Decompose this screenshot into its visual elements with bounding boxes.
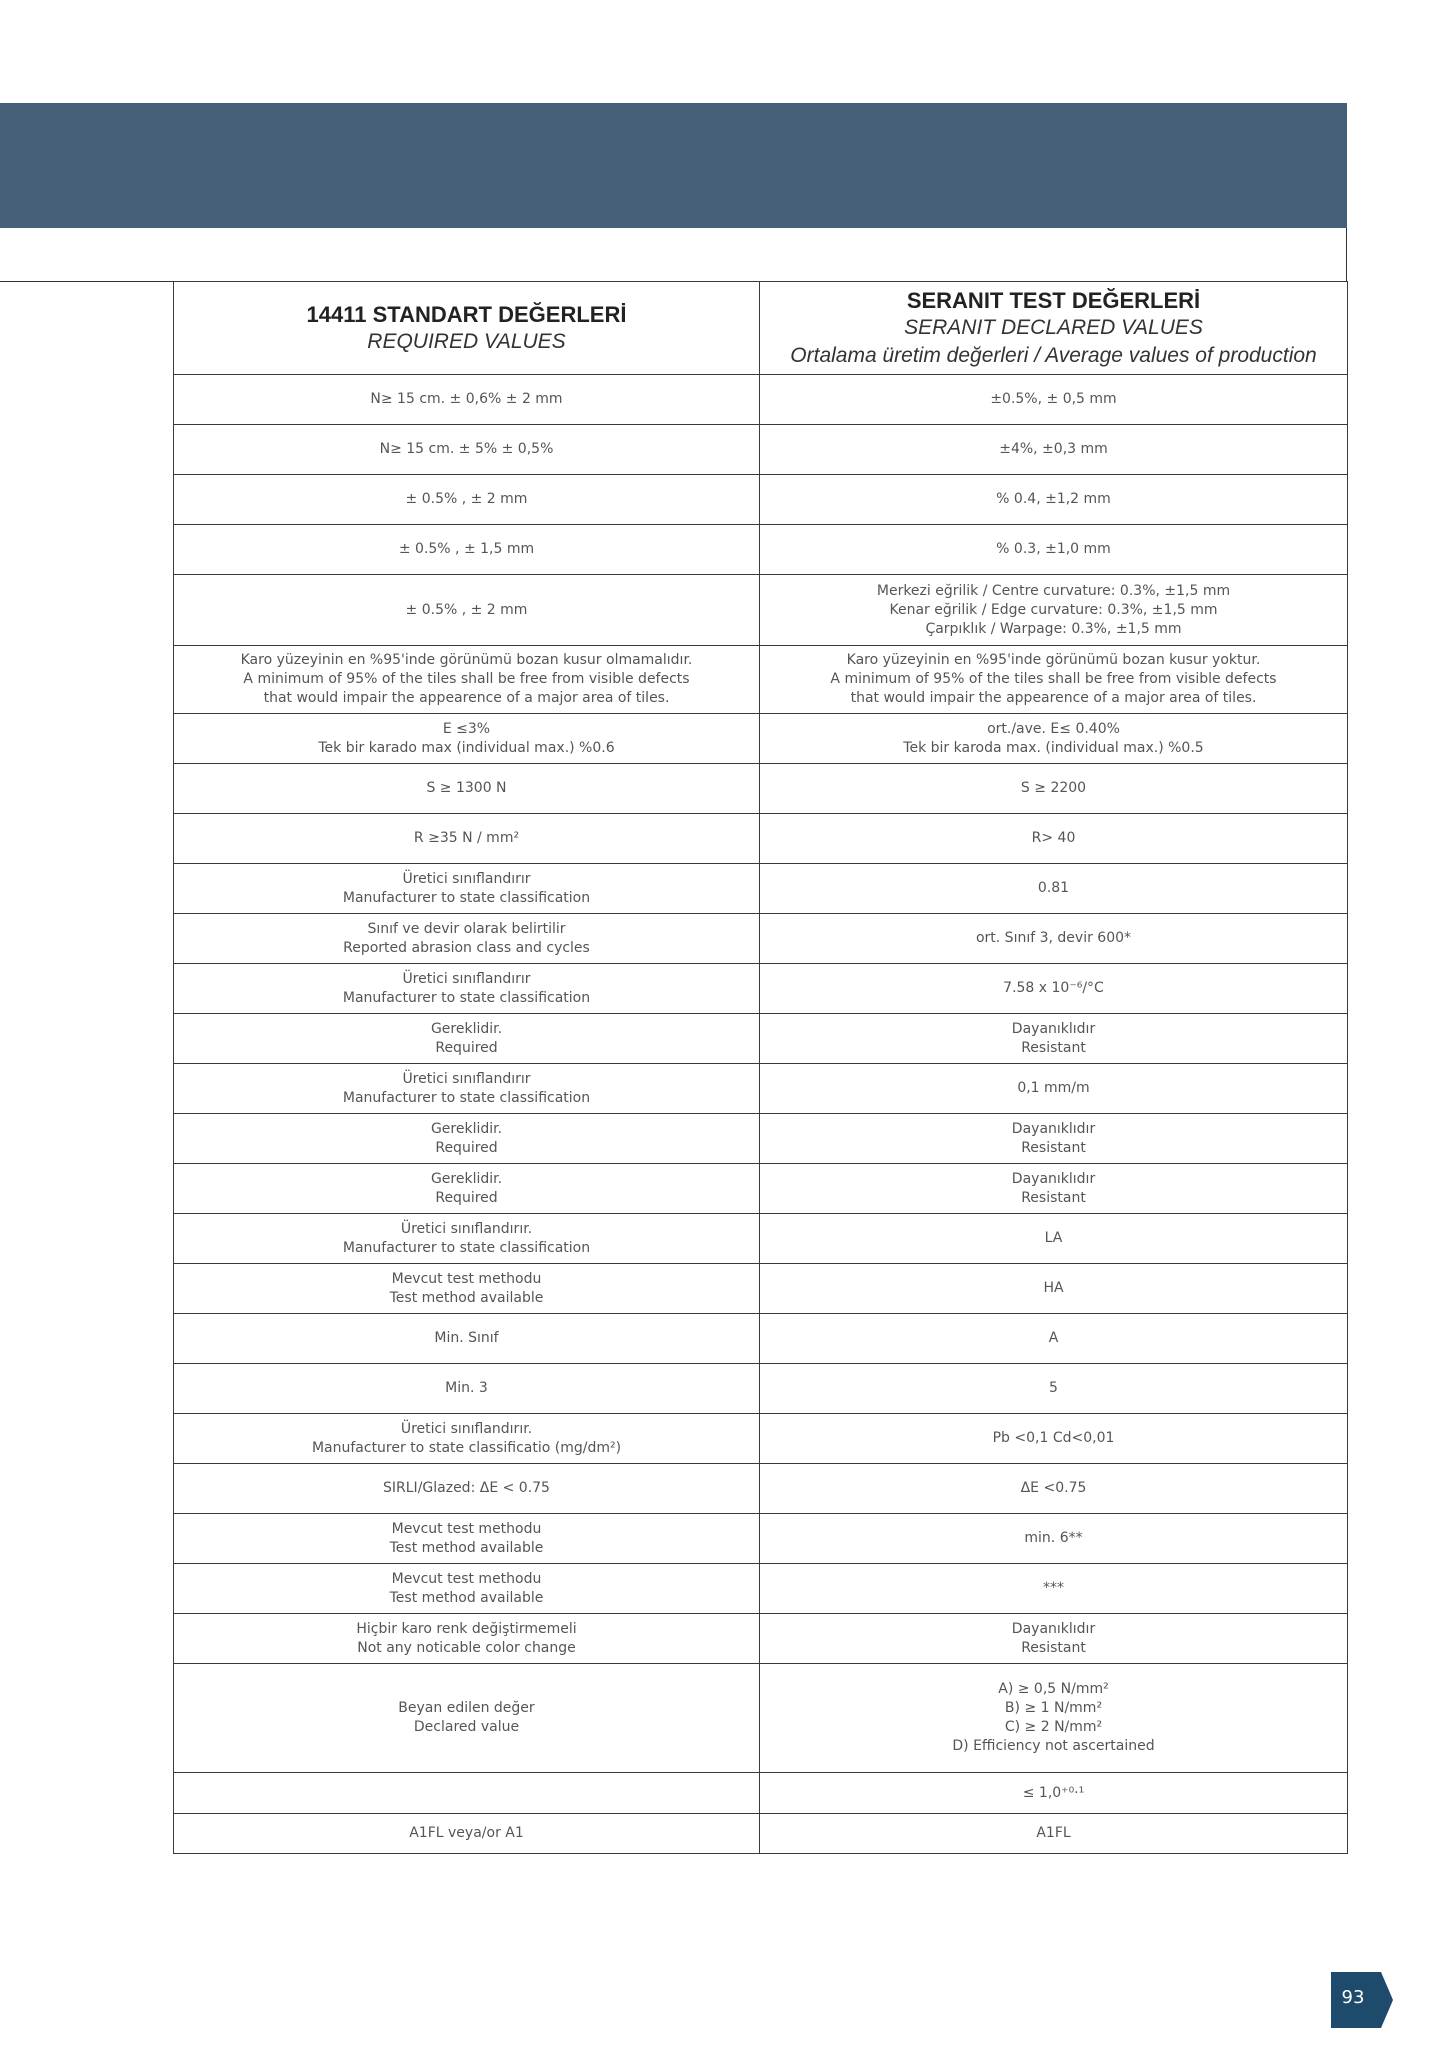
required-value-cell [174, 1314, 760, 1364]
cell-line: 0.81 [1037, 880, 1070, 896]
table-row [174, 1164, 1348, 1214]
declared-value-cell [760, 1664, 1348, 1773]
required-value-cell [174, 914, 760, 964]
cell-line: 5 [1049, 1380, 1058, 1396]
declared-value-cell [760, 1464, 1348, 1514]
cell-line: N≥ 15 cm. ± 0,6% ± 2 mm [370, 391, 563, 407]
cell-line: ort./ave. E≤ 0.40% [987, 720, 1120, 737]
cell-line: % 0.3, ±1,0 mm [996, 541, 1111, 557]
table-row [174, 764, 1348, 814]
required-value-cell [174, 425, 760, 475]
table-row [174, 1514, 1348, 1564]
required-value-cell [174, 575, 760, 646]
cell-line: Dayanıklıdır [1011, 1620, 1096, 1637]
cell-line: A minimum of 95% of the tiles shall be free from visible defects [830, 671, 1277, 687]
table-row [174, 814, 1348, 864]
cell-line: Üretici sınıflandırır [402, 870, 531, 887]
declared-value-cell [760, 1514, 1348, 1564]
cell-line: Test method available [389, 1289, 544, 1306]
declared-value-cell [760, 1214, 1348, 1264]
cell-line: C) ≥ 2 N/mm² [1004, 1719, 1103, 1735]
cell-line: A [1048, 1330, 1059, 1346]
declared-values-title: SERANIT TEST DEĞERLERİ [906, 287, 1201, 313]
declared-value-cell [760, 575, 1348, 646]
required-value-cell [174, 1464, 760, 1514]
declared-values-subtitle-2: Ortalama üretim değerleri / Average values of production [790, 343, 1317, 367]
cell-line: Gereklidir. [430, 1120, 503, 1137]
cell-line: Resistant [1021, 1639, 1086, 1656]
declared-value-cell [760, 914, 1348, 964]
cell-line: R> 40 [1031, 830, 1076, 846]
cell-line: A1FL [1036, 1825, 1071, 1841]
cell-line: that would impair the appearence of a major area of tiles. [263, 690, 670, 706]
cell-line: Hiçbir karo renk değiştirmemeli [356, 1620, 577, 1637]
table-row [174, 475, 1348, 525]
cell-line: ±0.5%, ± 0,5 mm [990, 391, 1117, 407]
required-value-cell [174, 1214, 760, 1264]
table-row [174, 1664, 1348, 1773]
cell-line: Karo yüzeyinin en %95'inde görünümü bozan kusur olmamalıdır. [240, 652, 693, 668]
cell-line: Manufacturer to state classification [342, 1089, 591, 1106]
table-header-row [174, 282, 1348, 375]
declared-value-cell [760, 1164, 1348, 1214]
cell-line: Reported abrasion class and cycles [343, 939, 590, 956]
cell-line: Required [435, 1189, 498, 1206]
required-value-cell [174, 1064, 760, 1114]
cell-line: Dayanıklıdır [1011, 1170, 1096, 1187]
cell-line: ± 0.5% , ± 2 mm [405, 601, 528, 618]
required-value-cell [174, 1364, 760, 1414]
table-row [174, 646, 1348, 714]
table-row [174, 1564, 1348, 1614]
declared-value-cell [760, 764, 1348, 814]
cell-line: % 0.4, ±1,2 mm [996, 491, 1111, 507]
table-row [174, 864, 1348, 914]
cell-line: *** [1043, 1580, 1064, 1596]
declared-value-cell [760, 814, 1348, 864]
declared-value-cell [760, 1614, 1348, 1664]
required-value-cell [174, 1414, 760, 1464]
cell-line: Üretici sınıflandırır [402, 1070, 531, 1087]
cell-line: Üretici sınıflandırır. [400, 1420, 533, 1437]
required-value-cell [174, 1564, 760, 1614]
cell-line: A minimum of 95% of the tiles shall be free from visible defects [243, 671, 690, 687]
cell-line: ΔE <0.75 [1020, 1480, 1087, 1496]
required-value-cell [174, 964, 760, 1014]
cell-line: Test method available [389, 1539, 544, 1556]
table-row [174, 714, 1348, 764]
cell-line: Manufacturer to state classification [342, 1239, 591, 1256]
cell-line: Min. Sınıf [434, 1330, 499, 1346]
required-values-subtitle: REQUIRED VALUES [367, 329, 566, 353]
required-value-cell [174, 814, 760, 864]
required-values-title: 14411 STANDART DEĞERLERİ [306, 301, 627, 327]
required-value-cell [174, 1164, 760, 1214]
table-row [174, 1414, 1348, 1464]
declared-value-cell [760, 964, 1348, 1014]
cell-line: D) Efficiency not ascertained [952, 1738, 1155, 1754]
cell-line: E ≤3% [442, 720, 491, 737]
required-value-cell [174, 525, 760, 575]
cell-line: Çarpıklık / Warpage: 0.3%, ±1,5 mm [925, 620, 1182, 637]
cell-line: 0,1 mm/m [1017, 1080, 1090, 1096]
cell-line: 7.58 x 10⁻⁶/°C [1003, 980, 1104, 996]
required-value-cell [174, 1814, 760, 1854]
declared-value-cell [760, 1564, 1348, 1614]
table-row [174, 375, 1348, 425]
cell-line: ±4%, ±0,3 mm [999, 441, 1108, 457]
required-value-cell [174, 646, 760, 714]
cell-line: Not any noticable color change [357, 1639, 576, 1656]
declared-value-cell [760, 1114, 1348, 1164]
cell-line: Sınıf ve devir olarak belirtilir [367, 920, 566, 937]
cell-line: that would impair the appearence of a major area of tiles. [850, 690, 1257, 706]
table-row [174, 914, 1348, 964]
cell-line: Merkezi eğrilik / Centre curvature: 0.3%, ±1,5 mm [876, 582, 1231, 599]
cell-line: Gereklidir. [430, 1020, 503, 1037]
cell-line: Gereklidir. [430, 1170, 503, 1187]
cell-line: S ≥ 1300 N [426, 780, 507, 796]
cell-line: Tek bir karado max (individual max.) %0.6 [318, 739, 615, 756]
cell-line: ± 0.5% , ± 1,5 mm [398, 541, 535, 557]
declared-value-cell [760, 525, 1348, 575]
specification-table [173, 281, 1348, 1854]
cell-line: ± 0.5% , ± 2 mm [405, 491, 528, 507]
required-value-cell [174, 864, 760, 914]
cell-line: Tek bir karoda max. (individual max.) %0.5 [903, 739, 1204, 756]
cell-line: SIRLI/Glazed: ΔE < 0.75 [383, 1480, 550, 1496]
declared-value-cell [760, 375, 1348, 425]
table-row [174, 1214, 1348, 1264]
table-row [174, 964, 1348, 1014]
table-row [174, 1364, 1348, 1414]
cell-line: Mevcut test methodu [391, 1520, 542, 1537]
table-row [174, 1814, 1348, 1854]
cell-line: Resistant [1021, 1189, 1086, 1206]
required-value-cell [174, 375, 760, 425]
header-band [0, 103, 1347, 228]
declared-value-cell [760, 864, 1348, 914]
cell-line: Manufacturer to state classificatio (mg/dm²) [311, 1439, 622, 1456]
declared-value-cell [760, 1314, 1348, 1364]
declared-value-cell [760, 1773, 1348, 1814]
cell-line: Mevcut test methodu [391, 1570, 542, 1587]
sub-header-band [0, 228, 1347, 282]
page-number: 93 [1341, 1987, 1365, 2008]
cell-line: ≤ 1,0⁺⁰·¹ [1022, 1784, 1085, 1801]
required-value-cell [174, 1014, 760, 1064]
cell-line: Required [435, 1039, 498, 1056]
table-row [174, 1614, 1348, 1664]
table-row [174, 1314, 1348, 1364]
table-row [174, 575, 1348, 646]
table-row [174, 1773, 1348, 1814]
cell-line: R ≥35 N / mm² [413, 830, 520, 846]
declared-value-cell [760, 1264, 1348, 1314]
cell-line: Karo yüzeyinin en %95'inde görünümü bozan kusur yoktur. [846, 652, 1261, 668]
cell-line: N≥ 15 cm. ± 5% ± 0,5% [379, 441, 554, 457]
required-values-header [174, 282, 760, 375]
declared-value-cell [760, 646, 1348, 714]
declared-value-cell [760, 1814, 1348, 1854]
required-value-cell [174, 1514, 760, 1564]
cell-line: B) ≥ 1 N/mm² [1004, 1700, 1103, 1716]
required-value-cell [174, 1664, 760, 1773]
cell-line: Pb <0,1 Cd<0,01 [992, 1430, 1115, 1446]
table-row [174, 1064, 1348, 1114]
required-value-cell [174, 1264, 760, 1314]
table-row [174, 1464, 1348, 1514]
table-row [174, 1264, 1348, 1314]
declared-value-cell [760, 475, 1348, 525]
declared-value-cell [760, 1064, 1348, 1114]
required-value-cell [174, 1114, 760, 1164]
cell-line: S ≥ 2200 [1020, 780, 1087, 796]
required-value-cell [174, 764, 760, 814]
cell-line: min. 6** [1024, 1530, 1083, 1546]
required-value-cell [174, 714, 760, 764]
cell-line: Dayanıklıdır [1011, 1020, 1096, 1037]
cell-line: Resistant [1021, 1139, 1086, 1156]
cell-line: ort. Sınıf 3, devir 600* [975, 930, 1132, 946]
cell-line: Test method available [389, 1589, 544, 1606]
required-value-cell [174, 475, 760, 525]
cell-line: Üretici sınıflandırır [402, 970, 531, 987]
table-row [174, 525, 1348, 575]
cell-line: Required [435, 1139, 498, 1156]
declared-value-cell [760, 1364, 1348, 1414]
cell-line: Mevcut test methodu [391, 1270, 542, 1287]
declared-value-cell [760, 1014, 1348, 1064]
cell-line: Resistant [1021, 1039, 1086, 1056]
table-body [174, 375, 1348, 1854]
cell-line: Kenar eğrilik / Edge curvature: 0.3%, ±1,5 mm [889, 601, 1218, 618]
declared-value-cell [760, 425, 1348, 475]
cell-line: LA [1044, 1230, 1063, 1246]
declared-values-subtitle: SERANIT DECLARED VALUES [904, 315, 1203, 339]
declared-value-cell [760, 1414, 1348, 1464]
cell-line: A1FL veya/or A1 [409, 1825, 524, 1841]
declared-values-header [760, 282, 1348, 375]
required-value-cell [174, 1614, 760, 1664]
required-value-cell [174, 1773, 760, 1814]
table-row [174, 1114, 1348, 1164]
cell-line: HA [1043, 1280, 1064, 1296]
cell-line: Manufacturer to state classification [342, 889, 591, 906]
table-row [174, 1014, 1348, 1064]
cell-line: Dayanıklıdır [1011, 1120, 1096, 1137]
table-row [174, 425, 1348, 475]
cell-line: Min. 3 [445, 1380, 488, 1396]
declared-value-cell [760, 714, 1348, 764]
cell-line: A) ≥ 0,5 N/mm² [998, 1681, 1109, 1697]
cell-line: Üretici sınıflandırır. [400, 1220, 533, 1237]
cell-line: Declared value [413, 1719, 520, 1735]
cell-line: Beyan edilen değer [398, 1700, 535, 1716]
cell-line: Manufacturer to state classification [342, 989, 591, 1006]
